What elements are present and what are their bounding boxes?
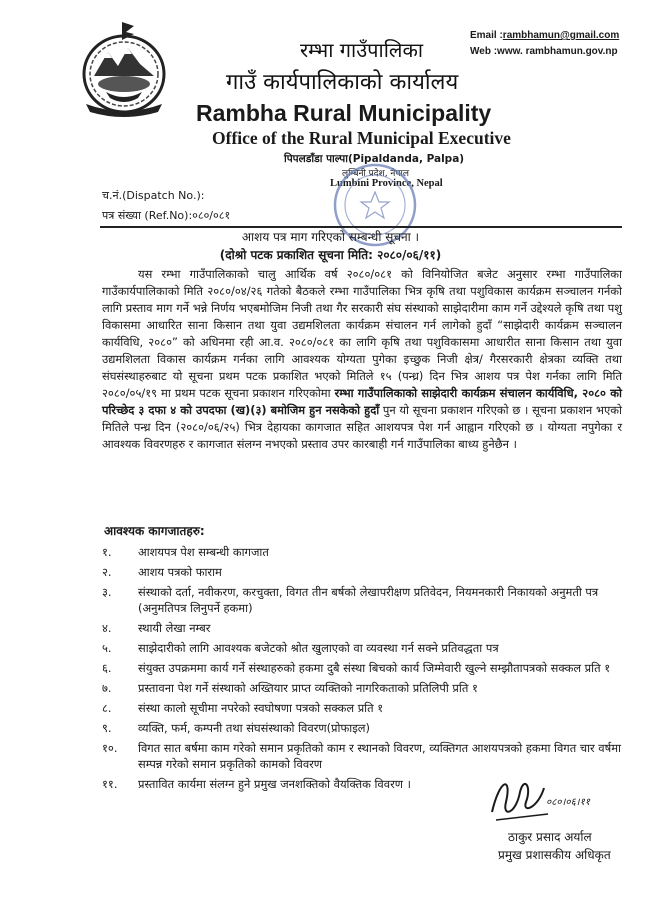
document-item-number: ९. bbox=[102, 721, 112, 735]
document-item-number: ५. bbox=[102, 641, 112, 655]
document-item-text: आशयपत्र पेश सम्बन्धी कागजात bbox=[138, 545, 269, 559]
document-item bbox=[102, 584, 622, 616]
documents-heading: आवश्यक कागजातहरु: bbox=[104, 524, 205, 538]
np-office-title: गाउँ कार्यपालिकाको कार्यालय bbox=[226, 70, 459, 95]
document-item-text: साझेदारीको लागि आवश्यक बजेटको श्रोत खुलाएको वा व्यवस्था गर्न सक्ने प्रतिवद्धता पत्र bbox=[138, 641, 499, 655]
notice-paragraph bbox=[102, 266, 622, 453]
address-line1: पिपलडाँडा पाल्पा(Pipaldanda, Palpa) bbox=[284, 153, 465, 165]
web-label: Web : bbox=[470, 46, 498, 57]
document-item-text: विगत सात बर्षमा काम गरेको समान प्रकृतिको काम र स्थानको विवरण, व्यक्तिगत आशयपत्रको हकमा विगत चार वर्षमा सम्पन्न गरेको समान प्रकृतिको कामको विवरण bbox=[138, 741, 621, 771]
paragraph-part-a: यस रम्भा गाउँपालिकाको चालु आर्थिक वर्ष २०८०/०८१ को विनियोजित बजेट अनुसार रम्भा गाउँपालिका गाउँकार्यपालिकाको मिति २०८०/०४/२६ गतेको बैठकले रम्भा गाउँपालिका भित्र कृषि तथा पशुविकास कार्यक्रम सञ्चालन गर्नको लागि प्रस्ताव माग गर्ने भन्ने निर्णय भएबमोजिम निजी तथा गैर सरकारी संघ संस्थाको साझेदारीमा काम गर्ने उद्देश्यले कृषि तथा पशु विकासमा आधारित साना किसान तथा युवा उद्यमशिलता कार्यक्रम संचालन गर्न लागेको हुदाँ “साझेदारी कार्यक्रम सञ्चालन कार्यविधि, २०८०” को अधिनमा रही आ.व. २०८०/०८१ का लागि कृषि तथा पशुविकासमा आधारीत साना किसान तथा युवा उद्यमशिलता विकास कार्यक्रम गर्नका लागि आवश्यक योग्यता पुगेका इच्छुक निजी क्षेत्र/ गैरसरकारी क्षेत्रका व्यक्ति तथा संघसंस्थाहरुबाट यो सूचना प्रथम पटक प्रकाशित भएको मितिले १५ (पन्ध्र) दिन भित्र आशय पत्र पेश गर्नका लागि मिति २०८०/०५/१९ मा प्रथम पटक सूचना प्रकाशन गरिएकोमा bbox=[102, 267, 622, 400]
document-item-number: ३. bbox=[102, 585, 112, 599]
document-item-text: संस्थाको दर्ता, नवीकरण, करचुक्ता, विगत तीन बर्षको लेखापरीक्षण प्रतिवेदन, नियमनकारी निकायको अनुमती पत्र (अनुमतिपत्र लिनुपर्ने हकमा) bbox=[138, 585, 599, 615]
document-item-number: २. bbox=[102, 565, 112, 579]
reference-number: पत्र संख्या (Ref.No):०८०/०८१ bbox=[102, 209, 231, 222]
nepal-emblem-logo bbox=[78, 18, 170, 118]
document-item-text: प्रस्तावना पेश गर्ने संस्थाको अख्तियार प्राप्त व्यक्तिको नागरिकताको प्रतिलिपी प्रति १ bbox=[138, 681, 478, 695]
document-item bbox=[102, 564, 622, 580]
document-item bbox=[102, 640, 622, 656]
document-item bbox=[102, 620, 622, 636]
document-item-number: १०. bbox=[102, 741, 118, 755]
document-item bbox=[102, 544, 622, 560]
email-link[interactable]: rambhamun@gmail.com bbox=[502, 30, 620, 41]
email-label: Email : bbox=[470, 30, 503, 41]
web-link[interactable]: www. rambhamun.gov.np bbox=[497, 46, 618, 57]
document-item-text: प्रस्तावित कार्यमा संलग्न हुने प्रमुख जनशक्तिको वैयक्तिक विवरण । bbox=[138, 777, 411, 791]
document-item-number: ७. bbox=[102, 681, 112, 695]
address-line3: Lumbini Province, Nepal bbox=[330, 178, 443, 189]
address-line2: लुम्बिनी प्रदेश, नेपाल bbox=[342, 169, 409, 179]
notice-subtitle: (दोश्रो पटक प्रकाशित सूचना मिति: २०८०/०६/११) bbox=[219, 248, 442, 262]
en-municipality-title: Rambha Rural Municipality bbox=[196, 100, 492, 126]
notice-title: आशय पत्र माग गरिएको सम्बन्धी सूचना । bbox=[241, 230, 420, 244]
signatory-name: ठाकुर प्रसाद अर्याल bbox=[508, 830, 592, 844]
document-item bbox=[102, 700, 622, 716]
paragraph-part-b: पुन यो सूचना प्रकाशन गरिएको छ । सूचना प्रकाशन भएको मितिले पन्ध्र दिन (२०८०/०६/२५) भित्र देहायका कागजात सहित आशयपत्र पेश गर्न आह्वान गरिएको छ । योग्यता नपुगेका र आवश्यक विवरणहरु र कागजात संलग्न नभएको प्रस्ताव उपर कारबाही गर्न गाउँपालिका बाध्य हुनेछैन । bbox=[102, 403, 622, 451]
web-line bbox=[470, 46, 618, 57]
en-office-title: Office of the Rural Municipal Executive bbox=[212, 128, 511, 148]
document-item-number: ८. bbox=[102, 701, 112, 715]
document-item-number: ४. bbox=[102, 621, 112, 635]
signature-date: ०८०।०६।११ bbox=[546, 797, 590, 808]
np-municipality-title: रम्भा गाउँपालिका bbox=[300, 38, 423, 62]
document-item-number: ६. bbox=[102, 661, 112, 675]
document-item bbox=[102, 680, 622, 696]
document-item-text: स्थायी लेखा नम्बर bbox=[138, 621, 211, 635]
dispatch-number: च.नं.(Dispatch No.): bbox=[102, 189, 205, 202]
document-item-text: आशय पत्रको फाराम bbox=[138, 565, 222, 579]
document-item bbox=[102, 720, 622, 736]
document-item-text: संस्था कालो सूचीमा नपरेको स्वघोषणा पत्रको सक्कल प्रति १ bbox=[138, 701, 384, 715]
document-item-number: ११. bbox=[102, 777, 118, 791]
paragraph-bold-clause: रम्भा गाउँपालिकाको साझेदारी कार्यक्रम संचालन कार्यविधि, २०८० को परिच्छेद ३ दफा ४ को उपदफा (ख)(३) बमोजिम हुन नसकेको हुदाँ bbox=[102, 386, 622, 417]
document-item bbox=[102, 660, 622, 676]
documents-list bbox=[102, 544, 622, 796]
document-item-number: १. bbox=[102, 545, 112, 559]
document-item-text: संयुक्त उपक्रममा कार्य गर्ने संस्थाहरुको हकमा दुबै संस्था बिचको कार्य जिम्मेवारी खुल्ने सम्झौतापत्रको सक्कल प्रति १ bbox=[138, 661, 611, 675]
email-line bbox=[470, 30, 619, 41]
signatory-designation: प्रमुख प्रशासकीय अधिकृत bbox=[498, 848, 611, 862]
document-item-text: व्यक्ति, फर्म, कम्पनी तथा संघसंस्थाको विवरण(प्रोफाइल) bbox=[138, 721, 370, 735]
